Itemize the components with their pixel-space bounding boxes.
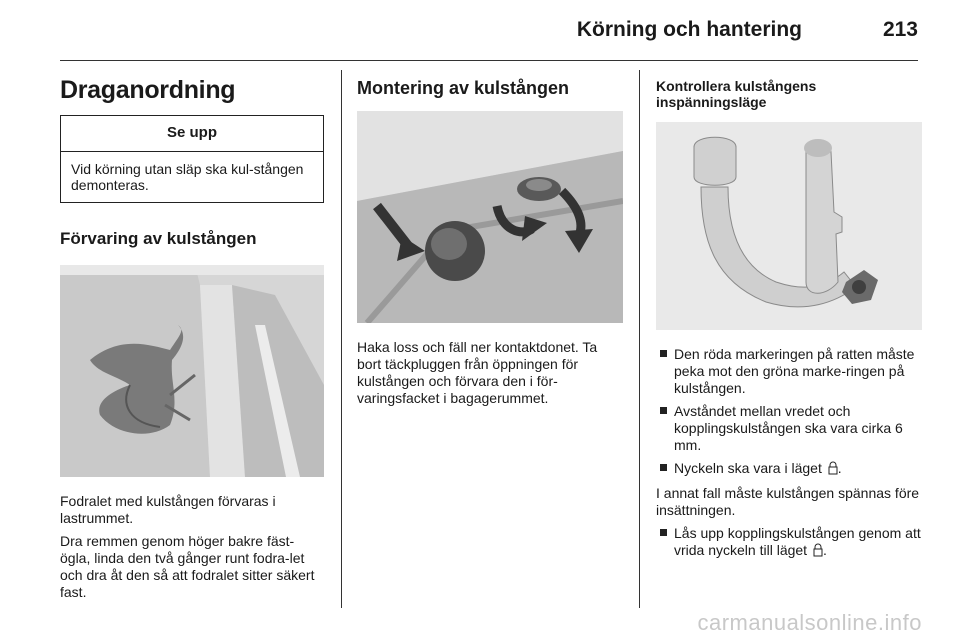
bullet-icon bbox=[660, 350, 667, 357]
list-item bbox=[656, 346, 922, 397]
connector-photo bbox=[357, 111, 623, 323]
bullet-icon bbox=[660, 529, 667, 536]
caution-text: Vid körning utan släp ska kul-stången demonteras. bbox=[71, 161, 304, 193]
column-right bbox=[656, 70, 922, 567]
page-number: 213 bbox=[882, 18, 918, 41]
list-item-text: Den röda markeringen på ratten måste peka mot den gröna marke-ringen på kulstången. bbox=[674, 346, 915, 396]
list-item-suffix: . bbox=[837, 460, 842, 476]
list-item bbox=[656, 403, 922, 454]
bullet-icon bbox=[660, 464, 667, 471]
header-title: Körning och hantering bbox=[576, 18, 802, 41]
list-item bbox=[656, 460, 922, 479]
towbar-photo bbox=[656, 122, 922, 330]
list-item-text: Nyckeln ska vara i läget bbox=[674, 460, 822, 476]
storage-title: Förvaring av kulstången bbox=[60, 229, 257, 248]
storage-paragraph-2: Dra remmen genom höger bakre fäst-ögla, linda den två gånger runt fodra-let och dra åt den så att fodralet sitter säkert fast. bbox=[60, 533, 315, 600]
column-left bbox=[60, 70, 324, 607]
list-item-suffix: . bbox=[822, 542, 827, 558]
lock-position-icon bbox=[813, 543, 823, 561]
caution-box bbox=[60, 115, 324, 203]
list-item-text: Avståndet mellan vredet och kopplingskulstången ska vara cirka 6 mm. bbox=[674, 403, 903, 453]
storage-paragraph-1: Fodralet med kulstången förvaras i lastrummet. bbox=[60, 493, 276, 526]
header-rule bbox=[60, 60, 918, 61]
bullet-icon bbox=[660, 407, 667, 414]
mounting-paragraph: Haka loss och fäll ner kontaktdonet. Ta bort täckpluggen från öppningen för kulstången och förvara den i för-varingsfacket i bagagerummet. bbox=[357, 339, 598, 406]
column-divider bbox=[341, 70, 342, 608]
section-title: Draganordning bbox=[60, 76, 236, 104]
trunk-storage-photo bbox=[60, 265, 324, 477]
tension-paragraph: I annat fall måste kulstången spännas före insättningen. bbox=[656, 485, 920, 518]
check-list bbox=[656, 346, 922, 479]
watermark: carmanualsonline.info bbox=[697, 610, 922, 635]
caution-title: Se upp bbox=[61, 116, 323, 152]
column-middle bbox=[357, 70, 623, 413]
mounting-title: Montering av kulstången bbox=[357, 78, 570, 98]
check-title: Kontrollera kulstångens inspänningsläge bbox=[656, 78, 817, 110]
list-item-text: Lås upp kopplingskulstången genom att vrida nyckeln till läget bbox=[674, 525, 921, 558]
lock-position-icon bbox=[828, 461, 838, 479]
list-item bbox=[656, 525, 922, 561]
column-divider bbox=[639, 70, 640, 608]
unlock-list bbox=[656, 525, 922, 561]
